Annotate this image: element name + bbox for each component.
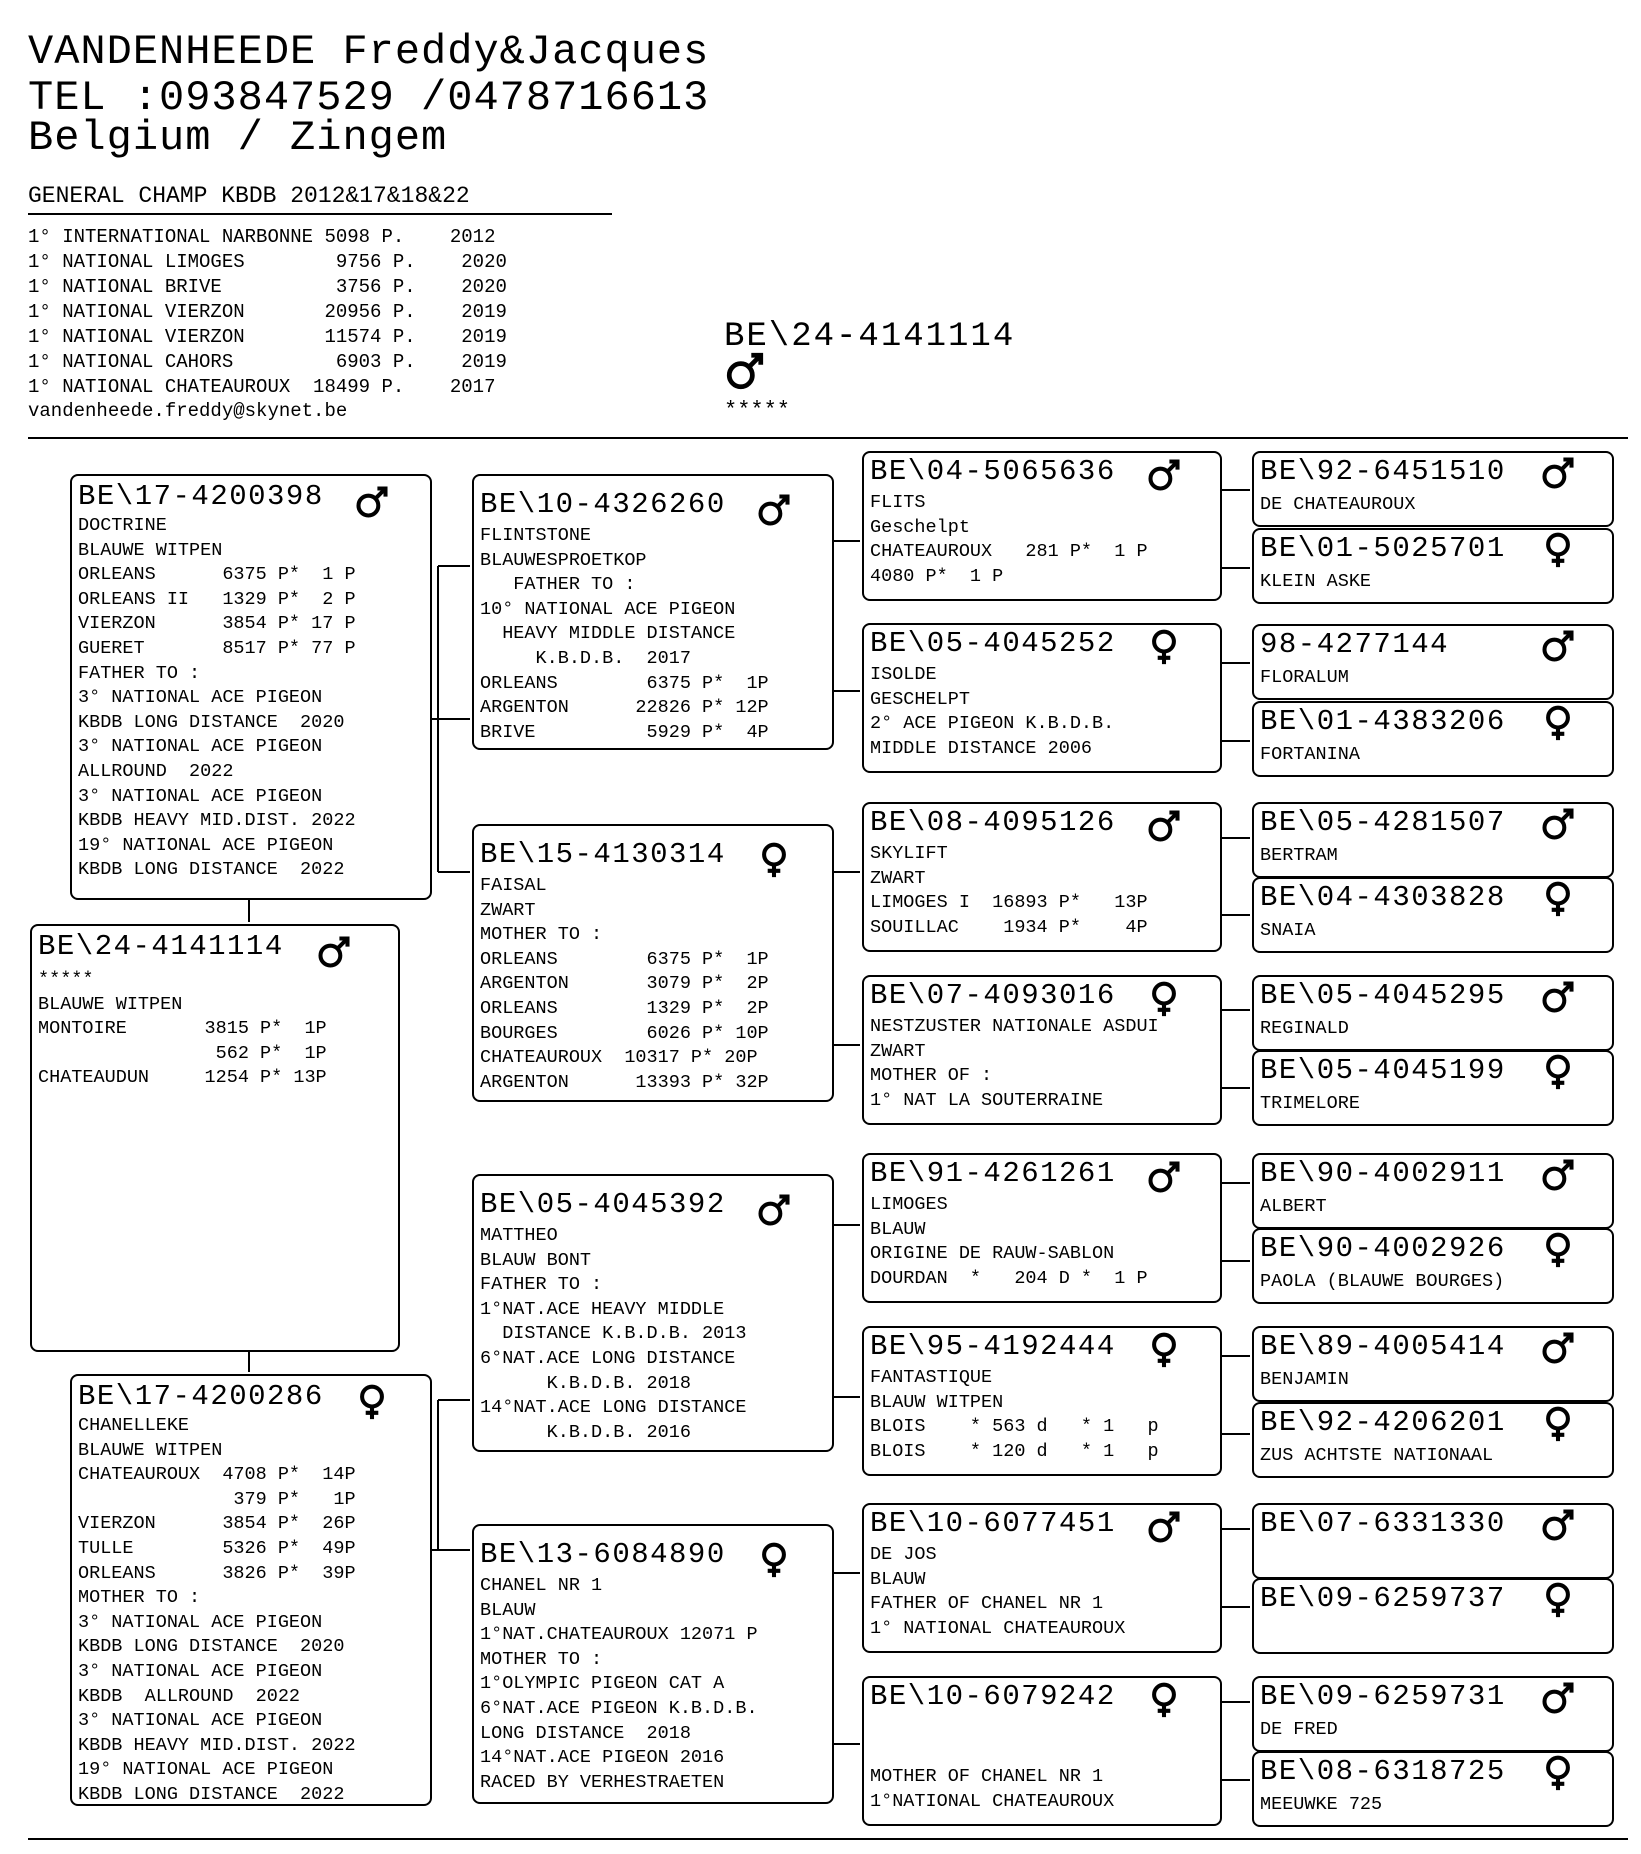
pigeon-card-gen3 bbox=[862, 975, 1222, 1125]
pigeon-card-gen4 bbox=[1252, 451, 1614, 527]
pigeon-card-gen4 bbox=[1252, 802, 1614, 878]
pigeon-detail: KBDB HEAVY MID.DIST. 2022 bbox=[78, 810, 356, 832]
female-icon bbox=[1146, 981, 1182, 1017]
pigeon-detail: MOTHER OF : bbox=[870, 1065, 993, 1087]
ring-number: BE\17-4200398 bbox=[78, 480, 324, 513]
pigeon-detail: ZWART bbox=[480, 899, 536, 921]
pigeon-detail: KBDB ALLROUND 2022 bbox=[78, 1685, 301, 1707]
pigeon-detail: MATTHEO bbox=[480, 1225, 558, 1246]
pigeon-detail: NESTZUSTER NATIONALE ASDUI bbox=[870, 1016, 1159, 1037]
ring-number: BE\05-4045252 bbox=[870, 627, 1116, 660]
ring-number: BE\07-6331330 bbox=[1260, 1507, 1506, 1540]
ring-number: BE\91-4261261 bbox=[870, 1157, 1116, 1190]
ring-number: BE\90-4002926 bbox=[1260, 1232, 1506, 1265]
pigeon-detail: BLAUWE WITPEN bbox=[38, 993, 183, 1015]
pigeon-detail: FLITS bbox=[870, 492, 926, 513]
breeder-location: Belgium / Zingem bbox=[28, 114, 448, 162]
pigeon-detail: 1° NATIONAL CHATEAUROUX bbox=[870, 1617, 1126, 1639]
male-icon bbox=[1540, 1680, 1576, 1716]
pigeon-detail: HEAVY MIDDLE DISTANCE bbox=[480, 623, 736, 645]
pigeon-detail: BLAUW bbox=[870, 1218, 926, 1240]
male-icon bbox=[756, 1192, 792, 1228]
pigeon-detail: 19° NATIONAL ACE PIGEON bbox=[78, 1759, 334, 1781]
female-icon bbox=[354, 1384, 390, 1420]
male-icon bbox=[1146, 1159, 1182, 1195]
pigeon-card-gen3 bbox=[862, 1153, 1222, 1303]
pigeon-detail: KBDB LONG DISTANCE 2022 bbox=[78, 1784, 345, 1805]
pigeon-card-gen4 bbox=[1252, 1228, 1614, 1304]
pigeon-detail: BLAUW bbox=[480, 1599, 536, 1621]
pigeon-detail: KBDB HEAVY MID.DIST. 2022 bbox=[78, 1734, 356, 1756]
pigeon-detail: MOTHER OF CHANEL NR 1 bbox=[870, 1766, 1104, 1788]
female-icon bbox=[1146, 1332, 1182, 1368]
female-icon bbox=[1540, 1582, 1576, 1618]
pigeon-detail: VIERZON 3854 P* 17 P bbox=[78, 613, 356, 635]
male-icon bbox=[1540, 1330, 1576, 1366]
pigeon-detail: 3° NATIONAL ACE PIGEON bbox=[78, 736, 323, 758]
result-year: 2020 bbox=[415, 251, 507, 273]
pigeon-card-subject bbox=[30, 924, 400, 1352]
pigeon-card-gen4 bbox=[1252, 1402, 1614, 1478]
pigeon-detail: FATHER OF CHANEL NR 1 bbox=[870, 1593, 1104, 1615]
ring-number: BE\04-4303828 bbox=[1260, 881, 1506, 914]
pigeon-detail: MONTOIRE 3815 P* 1P bbox=[38, 1018, 327, 1040]
pigeon-detail: MOTHER TO : bbox=[480, 1648, 603, 1670]
pigeon-detail: FATHER TO : bbox=[480, 1274, 603, 1296]
pigeon-detail: CHATEAUROUX 281 P* 1 P bbox=[870, 541, 1148, 563]
result-year: 2012 bbox=[404, 226, 496, 248]
pigeon-detail: 1°NAT.CHATEAUROUX 12071 P bbox=[480, 1624, 758, 1646]
pigeon-card-gen4 bbox=[1252, 1751, 1614, 1827]
pigeon-detail: FLORALUM bbox=[1260, 667, 1349, 688]
pigeon-detail: DOURDAN * 204 D * 1 P bbox=[870, 1267, 1148, 1289]
pigeon-detail: ALBERT bbox=[1260, 1196, 1327, 1217]
pigeon-detail: ORLEANS 6375 P* 1 P bbox=[78, 564, 356, 586]
ring-number: 98-4277144 bbox=[1260, 628, 1450, 661]
female-icon bbox=[756, 842, 792, 878]
result-text: 1° NATIONAL BRIVE 3756 P. bbox=[28, 276, 416, 298]
result-row bbox=[28, 300, 507, 325]
pigeon-detail: ISOLDE bbox=[870, 664, 937, 685]
pigeon-card-gen4 bbox=[1252, 1153, 1614, 1229]
result-year: 2019 bbox=[415, 351, 507, 373]
pigeon-detail: DISTANCE K.B.D.B. 2013 bbox=[480, 1323, 747, 1345]
pigeon-detail: VIERZON 3854 P* 26P bbox=[78, 1513, 356, 1535]
pigeon-detail: ORLEANS 3826 P* 39P bbox=[78, 1562, 356, 1584]
male-icon bbox=[1146, 1509, 1182, 1545]
pigeon-detail: SKYLIFT bbox=[870, 843, 948, 864]
ring-number: BE\01-4383206 bbox=[1260, 705, 1506, 738]
female-icon bbox=[1146, 1682, 1182, 1718]
result-text: 1° NATIONAL CHATEAUROUX 18499 P. bbox=[28, 376, 405, 398]
pigeon-detail: BERTRAM bbox=[1260, 845, 1338, 866]
pigeon-detail: LIMOGES bbox=[870, 1194, 948, 1215]
result-text: 1° NATIONAL CAHORS 6903 P. bbox=[28, 351, 416, 373]
pigeon-detail: ALLROUND 2022 bbox=[78, 761, 234, 782]
pigeon-detail: REGINALD bbox=[1260, 1018, 1349, 1039]
pigeon-detail: BLAUW bbox=[870, 1568, 926, 1590]
pigeon-detail: ARGENTON 3079 P* 2P bbox=[480, 973, 769, 995]
pigeon-detail: BRIVE 5929 P* 4P bbox=[480, 721, 769, 743]
champion-title: GENERAL CHAMP KBDB 2012&17&18&22 bbox=[28, 183, 470, 209]
ring-number: BE\15-4130314 bbox=[480, 838, 726, 871]
pigeon-detail: MOTHER TO : bbox=[78, 1587, 201, 1609]
pigeon-detail: 562 P* 1P bbox=[38, 1042, 327, 1064]
result-row bbox=[28, 350, 507, 375]
pigeon-detail: ORIGINE DE RAUW-SABLON bbox=[870, 1243, 1115, 1265]
pigeon-detail: TRIMELORE bbox=[1260, 1093, 1360, 1114]
hero-ring-number: BE\24-4141114 bbox=[724, 318, 1016, 356]
ring-number: BE\10-6077451 bbox=[870, 1507, 1116, 1540]
result-row bbox=[28, 225, 495, 250]
pigeon-detail: PAOLA (BLAUWE BOURGES) bbox=[1260, 1271, 1505, 1292]
pigeon-detail: 6°NAT.ACE PIGEON K.B.D.B. bbox=[480, 1698, 758, 1719]
female-icon bbox=[1540, 532, 1576, 568]
pigeon-card-gen3 bbox=[862, 1503, 1222, 1653]
pigeon-detail: CHANELLEKE bbox=[78, 1415, 190, 1436]
pigeon-detail: 3° NATIONAL ACE PIGEON bbox=[78, 1611, 323, 1633]
pigeon-detail: 4080 P* 1 P bbox=[870, 565, 1004, 587]
result-text: 1° NATIONAL LIMOGES 9756 P. bbox=[28, 251, 416, 273]
pigeon-detail: 19° NATIONAL ACE PIGEON bbox=[78, 834, 334, 856]
pigeon-detail: 2° ACE PIGEON K.B.D.B. bbox=[870, 713, 1115, 735]
pigeon-detail: GESCHELPT bbox=[870, 688, 970, 710]
pigeon-card-gen4 bbox=[1252, 701, 1614, 777]
pigeon-detail: ARGENTON 22826 P* 12P bbox=[480, 697, 769, 719]
ring-number: BE\01-5025701 bbox=[1260, 532, 1506, 565]
pigeon-detail: K.B.D.B. 2018 bbox=[480, 1372, 691, 1394]
pigeon-detail: BLOIS * 563 d * 1 p bbox=[870, 1416, 1159, 1438]
pigeon-detail: FATHER TO : bbox=[78, 662, 201, 684]
ring-number: BE\05-4045295 bbox=[1260, 979, 1506, 1012]
pigeon-detail: 379 P* 1P bbox=[78, 1488, 356, 1510]
ring-number: BE\17-4200286 bbox=[78, 1380, 324, 1413]
result-text: 1° NATIONAL VIERZON 11574 P. bbox=[28, 326, 416, 348]
ring-number: BE\89-4005414 bbox=[1260, 1330, 1506, 1363]
male-icon bbox=[316, 934, 352, 970]
male-icon bbox=[756, 492, 792, 528]
ring-number: BE\92-6451510 bbox=[1260, 455, 1506, 488]
pigeon-detail: ZUS ACHTSTE NATIONAAL bbox=[1260, 1445, 1494, 1466]
pigeon-detail: KLEIN ASKE bbox=[1260, 571, 1372, 592]
result-year: 2020 bbox=[415, 276, 507, 298]
ring-number: BE\05-4281507 bbox=[1260, 806, 1506, 839]
pigeon-card-gen4 bbox=[1252, 1050, 1614, 1126]
result-row bbox=[28, 250, 507, 275]
result-text: 1° NATIONAL VIERZON 20956 P. bbox=[28, 301, 416, 323]
pigeon-card-gen4 bbox=[1252, 877, 1614, 953]
pigeon-card-gen4 bbox=[1252, 624, 1614, 700]
pigeon-detail: FLINTSTONE bbox=[480, 525, 592, 546]
pigeon-detail: BLAUW BONT bbox=[480, 1249, 592, 1271]
pigeon-detail: K.B.D.B. 2016 bbox=[480, 1421, 691, 1443]
pigeon-detail: DE JOS bbox=[870, 1544, 937, 1565]
pigeon-card-gen4 bbox=[1252, 1326, 1614, 1402]
pigeon-card-gen3 bbox=[862, 802, 1222, 952]
pigeon-detail: FAISAL bbox=[480, 875, 547, 896]
pigeon-card-gen4 bbox=[1252, 1578, 1614, 1654]
pigeon-detail: 10° NATIONAL ACE PIGEON bbox=[480, 598, 736, 620]
pigeon-card-gen3 bbox=[862, 623, 1222, 773]
pigeon-detail: DOCTRINE bbox=[78, 515, 167, 536]
female-icon bbox=[1540, 881, 1576, 917]
pigeon-detail: CHANEL NR 1 bbox=[480, 1575, 603, 1596]
pigeon-card-gen3 bbox=[862, 451, 1222, 601]
pigeon-detail: 14°NAT.ACE LONG DISTANCE bbox=[480, 1397, 747, 1419]
male-icon bbox=[1146, 808, 1182, 844]
ring-number: BE\90-4002911 bbox=[1260, 1157, 1506, 1190]
pigeon-card-gen2 bbox=[472, 1524, 834, 1804]
male-icon bbox=[1540, 1507, 1576, 1543]
pigeon-detail: ORLEANS 6375 P* 1P bbox=[480, 948, 769, 970]
pigeon-detail: BLAUW WITPEN bbox=[870, 1391, 1004, 1413]
pigeon-card-sire bbox=[70, 474, 432, 900]
pigeon-detail: ORLEANS 6375 P* 1P bbox=[480, 672, 769, 694]
pigeon-detail: MIDDLE DISTANCE 2006 bbox=[870, 737, 1093, 759]
pigeon-detail: FATHER TO : bbox=[480, 574, 636, 596]
breeder-email: vandenheede.freddy@skynet.be bbox=[28, 400, 348, 422]
ring-number: BE\95-4192444 bbox=[870, 1330, 1116, 1363]
pigeon-detail: FANTASTIQUE bbox=[870, 1367, 993, 1388]
pigeon-detail: GUERET 8517 P* 77 P bbox=[78, 638, 356, 659]
pigeon-detail: BLAUWESPROETKOP bbox=[480, 549, 647, 571]
result-row bbox=[28, 375, 495, 400]
pigeon-card-gen2 bbox=[472, 1174, 834, 1452]
bottom-divider bbox=[28, 1838, 1628, 1840]
pigeon-detail: LONG DISTANCE 2018 bbox=[480, 1722, 691, 1744]
result-row bbox=[28, 325, 507, 350]
champion-underline bbox=[28, 213, 612, 215]
result-year: 2017 bbox=[404, 376, 496, 398]
pigeon-detail: BLAUWE WITPEN bbox=[78, 539, 223, 561]
top-divider bbox=[28, 437, 1628, 439]
result-text: 1° INTERNATIONAL NARBONNE 5098 P. bbox=[28, 226, 405, 248]
pigeon-detail: FORTANINA bbox=[1260, 744, 1360, 765]
pigeon-detail: CHATEAUROUX 4708 P* 14P bbox=[78, 1464, 356, 1486]
pigeon-detail: ***** bbox=[38, 969, 94, 990]
pigeon-detail: 1°OLYMPIC PIGEON CAT A bbox=[480, 1673, 725, 1695]
pigeon-detail: SNAIA bbox=[1260, 920, 1316, 941]
pigeon-detail: MOTHER TO : bbox=[480, 924, 603, 946]
pigeon-detail: ZWART bbox=[870, 1040, 926, 1062]
ring-number: BE\05-4045199 bbox=[1260, 1054, 1506, 1087]
result-year: 2019 bbox=[415, 301, 507, 323]
pigeon-detail: ARGENTON 13393 P* 32P bbox=[480, 1071, 769, 1093]
ring-number: BE\10-4326260 bbox=[480, 488, 726, 521]
pigeon-detail: TULLE 5326 P* 49P bbox=[78, 1538, 356, 1559]
pigeon-detail: MEEUWKE 725 bbox=[1260, 1794, 1383, 1815]
pigeon-detail: RACED BY VERHESTRAETEN bbox=[480, 1771, 725, 1793]
ring-number: BE\09-6259737 bbox=[1260, 1582, 1506, 1615]
pigeon-detail: BOURGES 6026 P* 10P bbox=[480, 1022, 769, 1044]
ring-number: BE\24-4141114 bbox=[38, 930, 284, 963]
female-icon bbox=[1540, 705, 1576, 741]
pigeon-detail: 6°NAT.ACE LONG DISTANCE bbox=[480, 1348, 736, 1369]
male-icon bbox=[1540, 628, 1576, 664]
male-icon bbox=[1540, 979, 1576, 1015]
result-year: 2019 bbox=[415, 326, 507, 348]
pigeon-detail: 1°NATIONAL CHATEAUROUX bbox=[870, 1790, 1115, 1812]
pigeon-detail: KBDB LONG DISTANCE 2020 bbox=[78, 1636, 345, 1658]
female-icon bbox=[1540, 1406, 1576, 1442]
male-icon bbox=[1540, 1157, 1576, 1193]
ring-number: BE\07-4093016 bbox=[870, 979, 1116, 1012]
pigeon-detail: BLOIS * 120 d * 1 p bbox=[870, 1440, 1159, 1462]
pigeon-card-gen4 bbox=[1252, 1503, 1614, 1579]
female-icon bbox=[1540, 1054, 1576, 1090]
ring-number: BE\05-4045392 bbox=[480, 1188, 726, 1221]
pigeon-detail: 1°NAT.ACE HEAVY MIDDLE bbox=[480, 1298, 725, 1320]
pigeon-detail: ORLEANS II 1329 P* 2 P bbox=[78, 588, 356, 610]
pigeon-detail: 3° NATIONAL ACE PIGEON bbox=[78, 687, 323, 709]
ring-number: BE\92-4206201 bbox=[1260, 1406, 1506, 1439]
pigeon-card-gen4 bbox=[1252, 975, 1614, 1051]
ring-number: BE\10-6079242 bbox=[870, 1680, 1116, 1713]
breeder-name: VANDENHEEDE Freddy&Jacques bbox=[28, 28, 710, 76]
pigeon-detail: 3° NATIONAL ACE PIGEON bbox=[78, 1661, 323, 1682]
pigeon-card-gen2 bbox=[472, 824, 834, 1102]
male-icon bbox=[1146, 457, 1182, 493]
pigeon-detail: 3° NATIONAL ACE PIGEON bbox=[78, 785, 323, 807]
pigeon-detail: 14°NAT.ACE PIGEON 2016 bbox=[480, 1747, 725, 1769]
pigeon-card-gen4 bbox=[1252, 528, 1614, 604]
pigeon-detail: KBDB LONG DISTANCE 2020 bbox=[78, 711, 345, 733]
male-icon bbox=[1540, 806, 1576, 842]
pigeon-detail: 3° NATIONAL ACE PIGEON bbox=[78, 1710, 323, 1732]
pigeon-detail: CHATEAUROUX 10317 P* 20P bbox=[480, 1047, 758, 1069]
ring-number: BE\04-5065636 bbox=[870, 455, 1116, 488]
pigeon-detail: KBDB LONG DISTANCE 2022 bbox=[78, 859, 345, 881]
pigeon-card-gen2 bbox=[472, 474, 834, 750]
female-icon bbox=[1540, 1232, 1576, 1268]
pigeon-card-gen4 bbox=[1252, 1676, 1614, 1752]
pigeon-card-gen3 bbox=[862, 1676, 1222, 1826]
hero-stars: ***** bbox=[724, 398, 791, 423]
female-icon bbox=[756, 1542, 792, 1578]
pigeon-detail: Geschelpt bbox=[870, 516, 970, 538]
male-icon bbox=[1540, 455, 1576, 491]
pigeon-detail: 1° NAT LA SOUTERRAINE bbox=[870, 1089, 1104, 1111]
pigeon-detail: K.B.D.B. 2017 bbox=[480, 648, 691, 669]
female-icon bbox=[1540, 1755, 1576, 1791]
ring-number: BE\13-6084890 bbox=[480, 1538, 726, 1571]
pigeon-detail: BENJAMIN bbox=[1260, 1369, 1349, 1390]
ring-number: BE\08-6318725 bbox=[1260, 1755, 1506, 1788]
pigeon-detail: DE FRED bbox=[1260, 1719, 1338, 1740]
breeder-phone: TEL :093847529 /0478716613 bbox=[28, 74, 710, 122]
female-icon bbox=[1146, 629, 1182, 665]
result-row bbox=[28, 275, 507, 300]
pigeon-detail: ZWART bbox=[870, 867, 926, 889]
pigeon-detail: CHATEAUDUN 1254 P* 13P bbox=[38, 1067, 327, 1089]
pigeon-detail: LIMOGES I 16893 P* 13P bbox=[870, 892, 1148, 914]
ring-number: BE\08-4095126 bbox=[870, 806, 1116, 839]
pigeon-detail: DE CHATEAUROUX bbox=[1260, 494, 1416, 515]
pigeon-detail: SOUILLAC 1934 P* 4P bbox=[870, 916, 1148, 938]
pigeon-detail: BLAUWE WITPEN bbox=[78, 1439, 223, 1461]
male-icon bbox=[724, 350, 766, 392]
pigeon-card-dam bbox=[70, 1374, 432, 1806]
male-icon bbox=[354, 484, 390, 520]
ring-number: BE\09-6259731 bbox=[1260, 1680, 1506, 1713]
pigeon-detail: ORLEANS 1329 P* 2P bbox=[480, 998, 769, 1019]
pigeon-card-gen3 bbox=[862, 1326, 1222, 1476]
